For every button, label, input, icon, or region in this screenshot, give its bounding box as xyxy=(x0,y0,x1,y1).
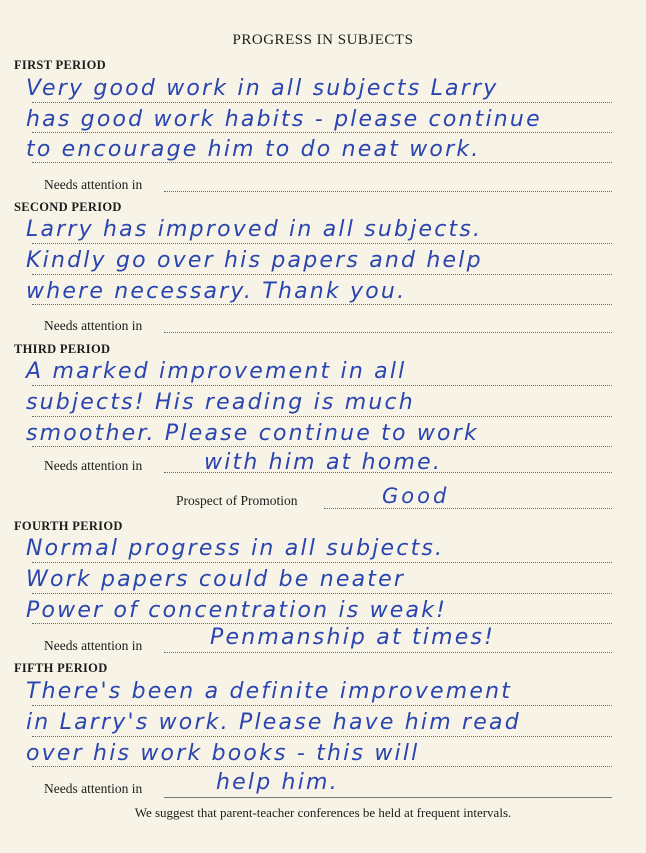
writing-rule xyxy=(32,132,612,133)
needs-attention-rule xyxy=(164,332,612,333)
comment-line: smoother. Please continue to work xyxy=(26,421,479,446)
writing-rule xyxy=(32,593,612,594)
needs-attention-value: Penmanship at times! xyxy=(210,625,496,650)
comment-line: subjects! His reading is much xyxy=(26,390,415,415)
prospect-value: Good xyxy=(382,484,450,508)
needs-attention-value: help him. xyxy=(216,770,339,795)
comment-line: Kindly go over his papers and help xyxy=(26,248,483,273)
comment-line: to encourage him to do neat work. xyxy=(26,137,481,162)
writing-rule xyxy=(32,304,612,305)
footer-note: We suggest that parent-teacher conferences be held at frequent intervals. xyxy=(134,805,512,820)
writing-rule xyxy=(32,274,612,275)
period-label-second: SECOND PERIOD xyxy=(14,200,122,214)
writing-rule xyxy=(32,562,612,563)
comment-line: Work papers could be neater xyxy=(26,567,406,592)
needs-attention-label: Needs attention in xyxy=(44,638,143,653)
writing-rule xyxy=(32,385,612,386)
needs-attention-label: Needs attention in xyxy=(44,458,143,473)
comment-line: A marked improvement in all xyxy=(26,359,407,384)
writing-rule xyxy=(32,243,612,244)
comment-line: Larry has improved in all subjects. xyxy=(26,217,483,242)
writing-rule xyxy=(32,102,612,103)
comment-line: Normal progress in all subjects. xyxy=(26,536,445,561)
period-label-fourth: FOURTH PERIOD xyxy=(14,519,123,533)
period-label-third: THIRD PERIOD xyxy=(14,342,111,356)
comment-line: where necessary. Thank you. xyxy=(26,279,407,304)
needs-attention-rule xyxy=(164,472,612,473)
comment-line: has good work habits - please continue xyxy=(26,107,542,132)
writing-rule xyxy=(32,736,612,737)
comment-line: Very good work in all subjects Larry xyxy=(26,76,499,101)
period-label-fifth: FIFTH PERIOD xyxy=(14,661,108,675)
prospect-rule xyxy=(324,508,612,509)
writing-rule xyxy=(32,623,612,624)
writing-rule xyxy=(32,705,612,706)
comment-line: There's been a definite improvement xyxy=(26,679,513,704)
needs-attention-label: Needs attention in xyxy=(44,177,143,192)
writing-rule xyxy=(32,766,612,767)
comment-line: over his work books - this will xyxy=(26,741,420,766)
page-title: PROGRESS IN SUBJECTS xyxy=(232,32,414,48)
needs-attention-rule xyxy=(164,797,612,798)
needs-attention-value: with him at home. xyxy=(204,450,443,475)
writing-rule xyxy=(32,162,612,163)
writing-rule xyxy=(32,446,612,447)
needs-attention-rule xyxy=(164,191,612,192)
needs-attention-label: Needs attention in xyxy=(44,318,143,333)
comment-line: Power of concentration is weak! xyxy=(26,598,448,623)
comment-line: in Larry's work. Please have him read xyxy=(26,710,521,735)
period-label-first: FIRST PERIOD xyxy=(14,58,106,72)
needs-attention-label: Needs attention in xyxy=(44,781,143,796)
prospect-label: Prospect of Promotion xyxy=(176,493,298,508)
writing-rule xyxy=(32,416,612,417)
needs-attention-rule xyxy=(164,652,612,653)
